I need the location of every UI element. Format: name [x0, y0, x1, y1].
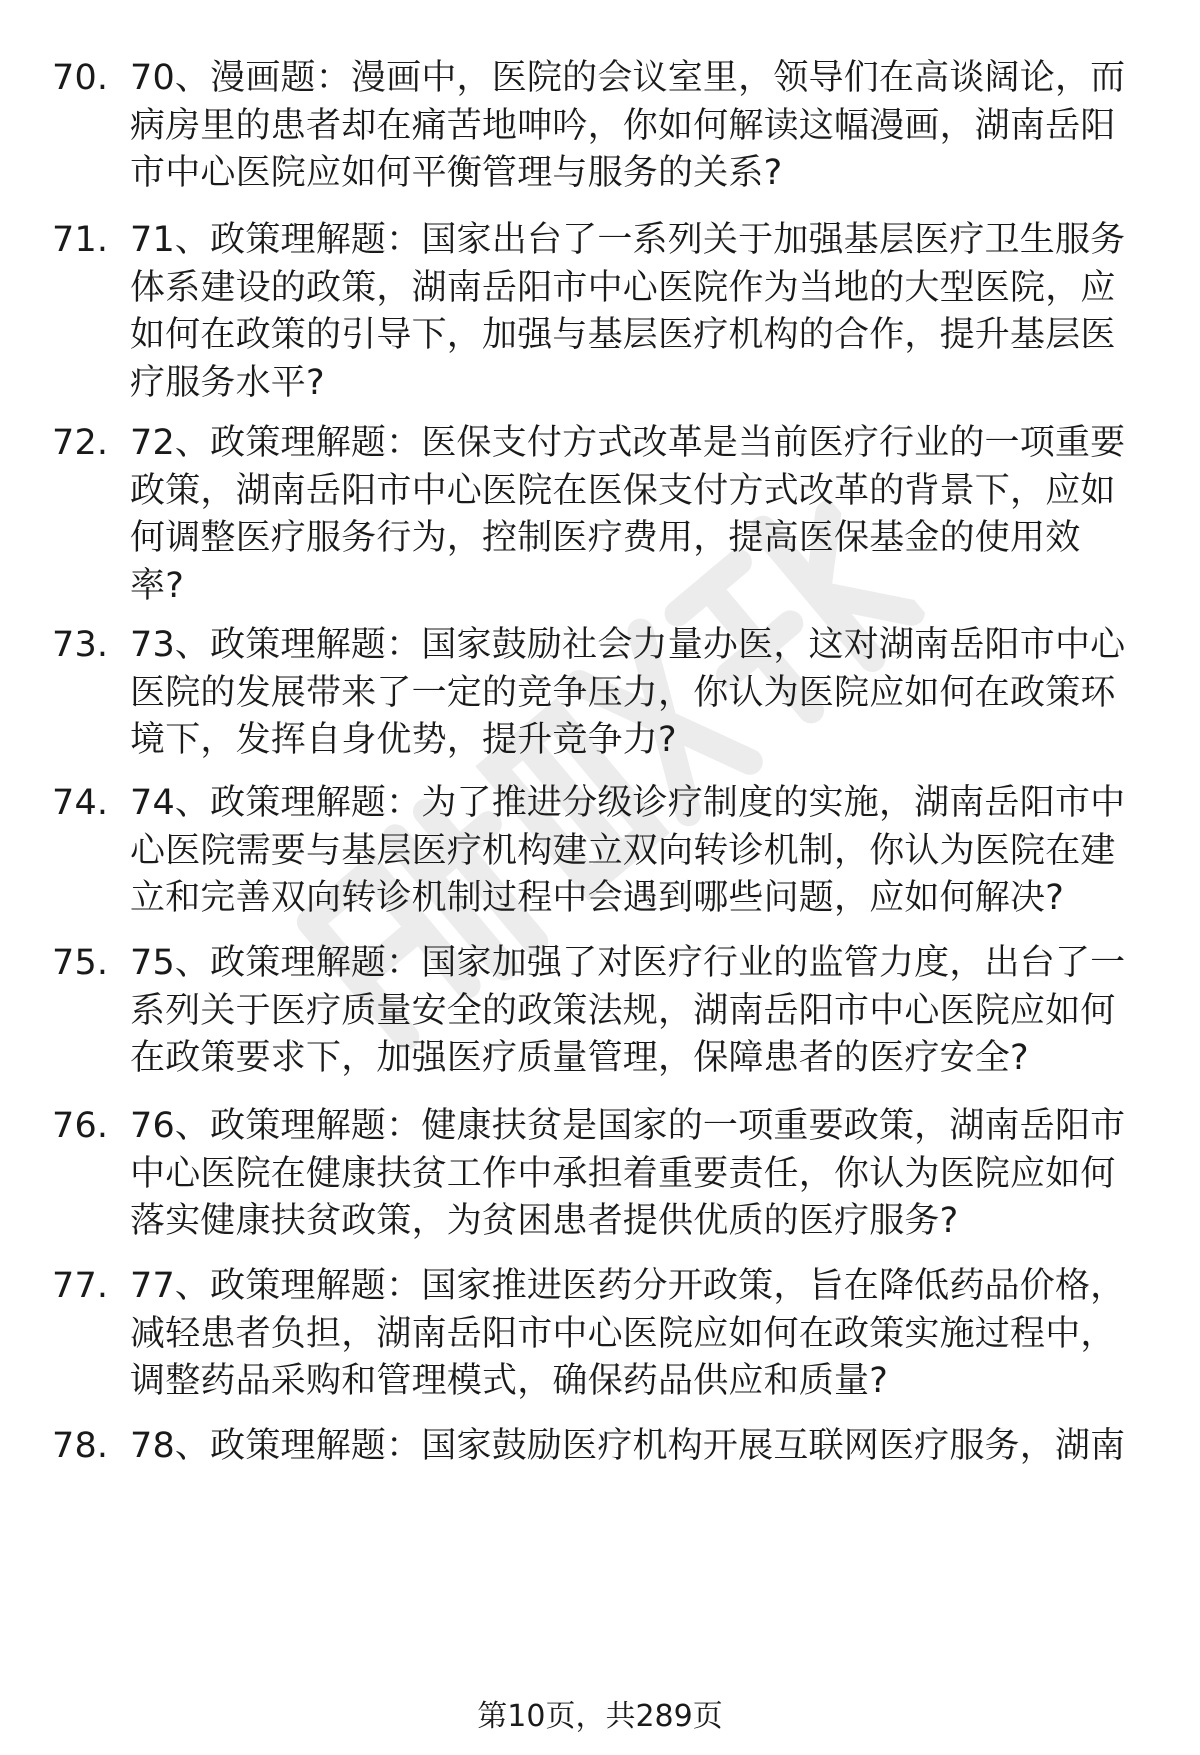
question-text-line: 境下，发挥自身优势，提升竞争力?: [130, 720, 677, 760]
question-item: [52, 1103, 1152, 1246]
question-item: [52, 55, 1152, 198]
question-text-line: 71、政策理解题：国家出台了一系列关于加强基层医疗卫生服务: [130, 220, 1126, 260]
question-text-line: 中心医院在健康扶贫工作中承担着重要责任，你认为医院应如何: [130, 1153, 1116, 1194]
question-item: [52, 780, 1152, 923]
question-item: [52, 622, 1152, 765]
question-item: [52, 940, 1152, 1083]
question-text-line: 如何在政策的引导下，加强与基层医疗机构的合作，提升基层医: [130, 315, 1116, 355]
question-number: 75.: [52, 943, 109, 983]
question-text-line: 病房里的患者却在痛苦地呻吟，你如何解读这幅漫画，湖南岳阳: [130, 105, 1116, 146]
question-number: 78.: [52, 1426, 109, 1466]
question-text-line: 系列关于医疗质量安全的政策法规，湖南岳阳市中心医院应如何: [130, 990, 1116, 1031]
question-text-line: 率?: [130, 565, 184, 606]
question-text-line: 落实健康扶贫政策，为贫困患者提供优质的医疗服务?: [130, 1201, 959, 1241]
question-text-line: 75、政策理解题：国家加强了对医疗行业的监管力度，出台了一: [130, 943, 1126, 983]
question-text-line: 何调整医疗服务行为，控制医疗费用，提高医保基金的使用效: [130, 518, 1081, 558]
question-text-line: 74、政策理解题：为了推进分级诊疗制度的实施，湖南岳阳市中: [130, 783, 1126, 823]
question-text-line: 73、政策理解题：国家鼓励社会力量办医，这对湖南岳阳市中心: [130, 625, 1126, 665]
question-text-line: 市中心医院应如何平衡管理与服务的关系?: [130, 153, 783, 193]
question-item: [52, 217, 1152, 407]
question-text-line: 立和完善双向转诊机制过程中会遇到哪些问题，应如何解决?: [130, 878, 1064, 918]
question-item: [52, 1263, 1152, 1406]
question-text-line: 78、政策理解题：国家鼓励医疗机构开展互联网医疗服务，湖南: [130, 1426, 1126, 1466]
question-number: 76.: [52, 1106, 109, 1146]
question-text-line: 心医院需要与基层医疗机构建立双向转诊机制，你认为医院在建: [130, 830, 1116, 871]
question-item: [52, 420, 1152, 610]
question-number: 77.: [52, 1266, 109, 1306]
question-number: 72.: [52, 423, 109, 463]
question-item: [52, 1423, 1152, 1471]
question-text-line: 政策，湖南岳阳市中心医院在医保支付方式改革的背景下，应如: [130, 470, 1116, 511]
question-text-line: 70、漫画题：漫画中，医院的会议室里，领导们在高谈阔论，而: [130, 58, 1126, 98]
question-text-line: 调整药品采购和管理模式，确保药品供应和质量?: [130, 1361, 888, 1401]
question-text-line: 72、政策理解题：医保支付方式改革是当前医疗行业的一项重要: [130, 423, 1126, 463]
question-text-line: 减轻患者负担，湖南岳阳市中心医院应如何在政策实施过程中，: [130, 1313, 1116, 1354]
question-number: 70.: [52, 58, 109, 98]
question-text-line: 在政策要求下，加强医疗质量管理，保障患者的医疗安全?: [130, 1038, 1029, 1078]
page-footer: 第10页，共289页: [477, 1699, 723, 1734]
question-number: 71.: [52, 220, 109, 260]
question-text-line: 体系建设的政策，湖南岳阳市中心医院作为当地的大型医院，应: [130, 267, 1116, 308]
question-text-line: 76、政策理解题：健康扶贫是国家的一项重要政策，湖南岳阳市: [130, 1106, 1126, 1146]
question-number: 74.: [52, 783, 109, 823]
question-text-line: 77、政策理解题：国家推进医药分开政策，旨在降低药品价格，: [130, 1266, 1126, 1306]
question-number: 73.: [52, 625, 109, 665]
question-text-line: 疗服务水平?: [130, 362, 325, 403]
question-text-line: 医院的发展带来了一定的竞争压力，你认为医院应如何在政策环: [130, 672, 1116, 713]
